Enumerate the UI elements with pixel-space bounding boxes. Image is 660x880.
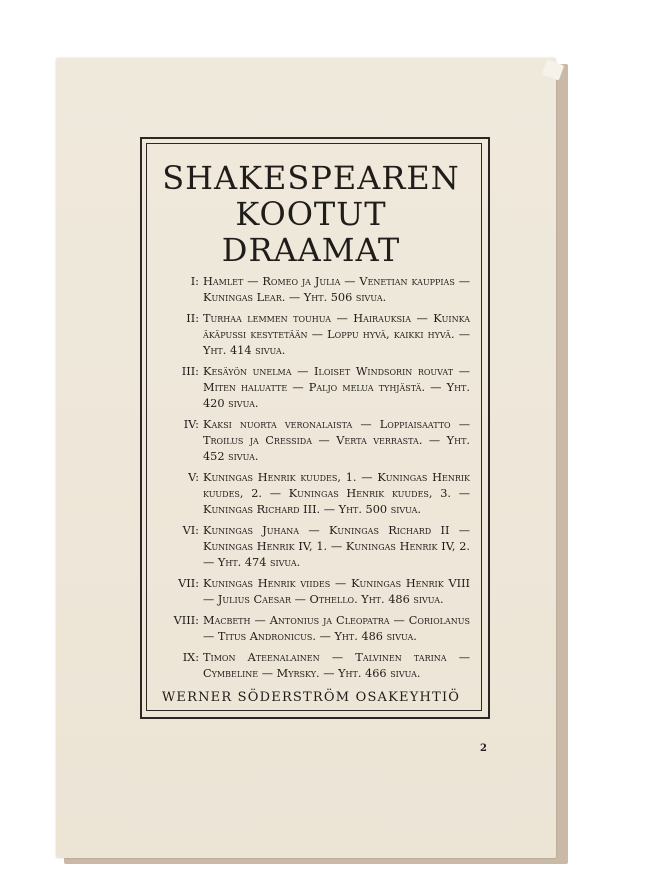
volume-entry-4 bbox=[152, 417, 470, 465]
volume-entry-9 bbox=[152, 650, 470, 682]
volume-contents: Turhaa lemmen touhua — Hairauksia — Kuinka äkäpussi kesytetään — Loppu hyvä, kaikki hyvä. — Yht. 414 sivua. bbox=[203, 312, 470, 357]
volume-number: V: bbox=[188, 471, 199, 484]
volume-contents: Kaksi nuorta veronalaista — Loppiaisaatto — Troilus ja Cressida — Verta verrasta. — Yht. 452 sivua. bbox=[203, 418, 470, 463]
volume-number: IX: bbox=[182, 651, 199, 664]
volume-entry-7 bbox=[152, 576, 470, 608]
volume-contents: Kuningas Juhana — Kuningas Richard II — Kuningas Henrik IV, 1. — Kuningas Henrik IV, 2. — Yht. 474 sivua. bbox=[203, 524, 470, 569]
volume-number: VII: bbox=[178, 577, 199, 590]
volume-number: III: bbox=[181, 365, 199, 378]
volume-number: VI: bbox=[182, 524, 199, 537]
volume-contents: Kuningas Henrik kuudes, 1. — Kuningas Henrik kuudes, 2. — Kuningas Henrik kuudes, 3. — Kuningas Richard III. — Yht. 500 sivua. bbox=[203, 471, 470, 516]
volume-number: IV: bbox=[183, 418, 199, 431]
volume-entry-6 bbox=[152, 523, 470, 571]
page-number: 2 bbox=[480, 743, 487, 754]
volume-contents: Macbeth — Antonius ja Cleopatra — Coriolanus — Titus Andronicus. — Yht. 486 sivua. bbox=[203, 614, 470, 643]
volume-number: II: bbox=[186, 312, 199, 325]
publisher-name: WERNER SÖDERSTRÖM OSAKEYHTIÖ bbox=[161, 690, 461, 705]
volume-entry-5 bbox=[152, 470, 470, 518]
volume-contents: Timon Ateenalainen — Talvinen tarina — Cymbeline — Myrsky. — Yht. 466 sivua. bbox=[203, 651, 470, 680]
advertisement-panel bbox=[152, 160, 470, 705]
volume-entry-8 bbox=[152, 613, 470, 645]
series-title-line-1: SHAKESPEAREN bbox=[162, 159, 460, 197]
volume-contents: Kesäyön unelma — Iloiset Windsorin rouvat — Miten haluatte — Paljo melua tyhjästä. — Yht. 420 sivua. bbox=[203, 365, 470, 410]
volume-contents: Kuningas Henrik viides — Kuningas Henrik VIII — Julius Caesar — Othello. Yht. 486 sivua. bbox=[203, 577, 470, 606]
volume-entry-3 bbox=[152, 364, 470, 412]
volume-entry-1 bbox=[152, 274, 470, 306]
volume-entry-2 bbox=[152, 311, 470, 359]
volume-contents: Hamlet — Romeo ja Julia — Venetian kauppias — Kuningas Lear. — Yht. 506 sivua. bbox=[203, 275, 470, 304]
series-title-line-2: KOOTUT DRAAMAT bbox=[221, 195, 401, 269]
volume-number: I: bbox=[190, 275, 199, 288]
volume-number: VIII: bbox=[173, 614, 199, 627]
